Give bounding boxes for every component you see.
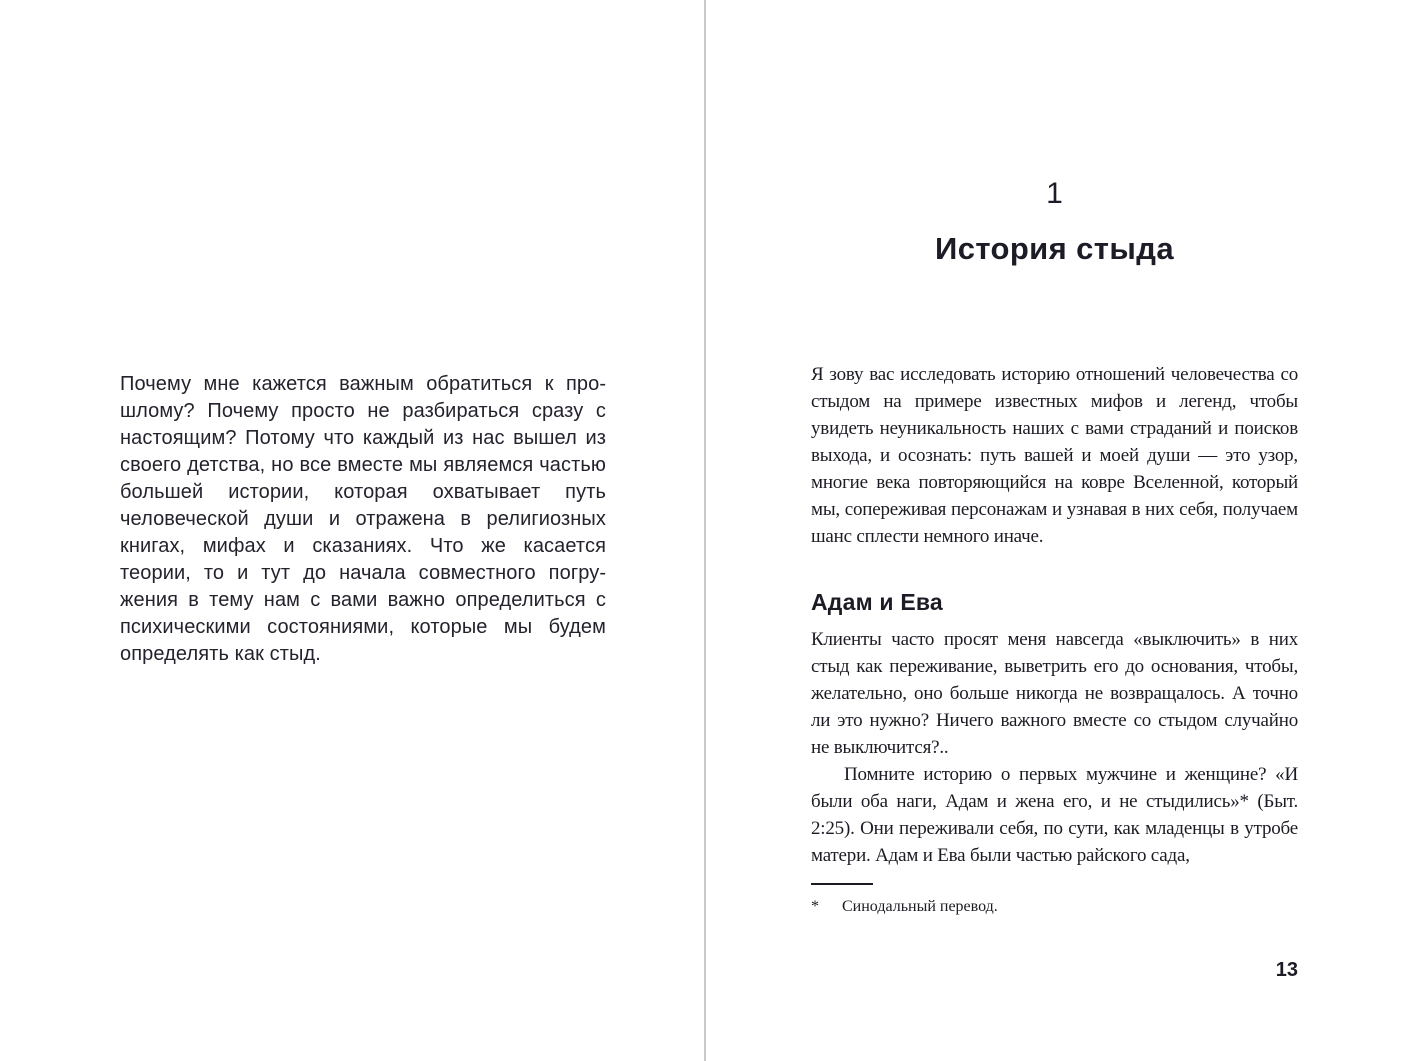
section-heading: Адам и Ева <box>811 589 943 615</box>
left-page-text-block <box>120 371 606 668</box>
left-page-paragraph: Почему мне кажется важным обратиться к прошлому? Почему просто не разбираться сразу с настоящим? Потому что каждый из нас вышел из своего детства, но все вместе мы являемся частью большей истории, которая охватывает путь человеческой души и отражена в религиозных книгах, мифах и сказаниях. Что же касается теории, то и тут до начала совместного погружения в тему нам с вами важно определиться с психическими состояниями, которые мы будем определять как стыд. <box>120 373 606 665</box>
footnote-marker: * <box>811 898 819 915</box>
intro-paragraph: Я зову вас исследовать историю отношений человечества со стыдом на примере известных мифов и легенд, чтобы увидеть неуникальность наших с вами страданий и поисков выхода, и осознать: путь вашей и моей души — это узор, многие века повторяющийся на ковре Вселенной, который мы, сопереживая персонажам и узнавая в них себя, получаем шанс сплести немного иначе. <box>811 364 1298 547</box>
body-paragraph: Клиенты часто просят меня навсегда «выключить» в них стыд как переживание, выветрить его до основания, чтобы, желательно, оно больше никогда не возвращалось. А точно ли это нужно? Ничего важного вместе со стыдом случайно не выключится?.. <box>811 629 1298 758</box>
page-number: 13 <box>1275 959 1298 981</box>
left-page <box>0 0 704 1061</box>
footnote-rule <box>811 883 873 885</box>
right-page <box>706 0 1410 1061</box>
right-page-column <box>811 0 1298 917</box>
chapter-title: История стыда <box>935 231 1174 266</box>
chapter-number: 1 <box>1046 177 1063 210</box>
footnote <box>811 897 1298 917</box>
body-paragraph-indented: Помните историю о первых мужчине и женщине? «И были оба наги, Адам и жена его, и не стыдились»* (Быт. 2:25). Они переживали себя, по сути, как младенцы в утробе матери. Адам и Ева были частью райского сада, <box>811 764 1298 866</box>
footnote-text: Синодальный перевод. <box>842 898 998 915</box>
